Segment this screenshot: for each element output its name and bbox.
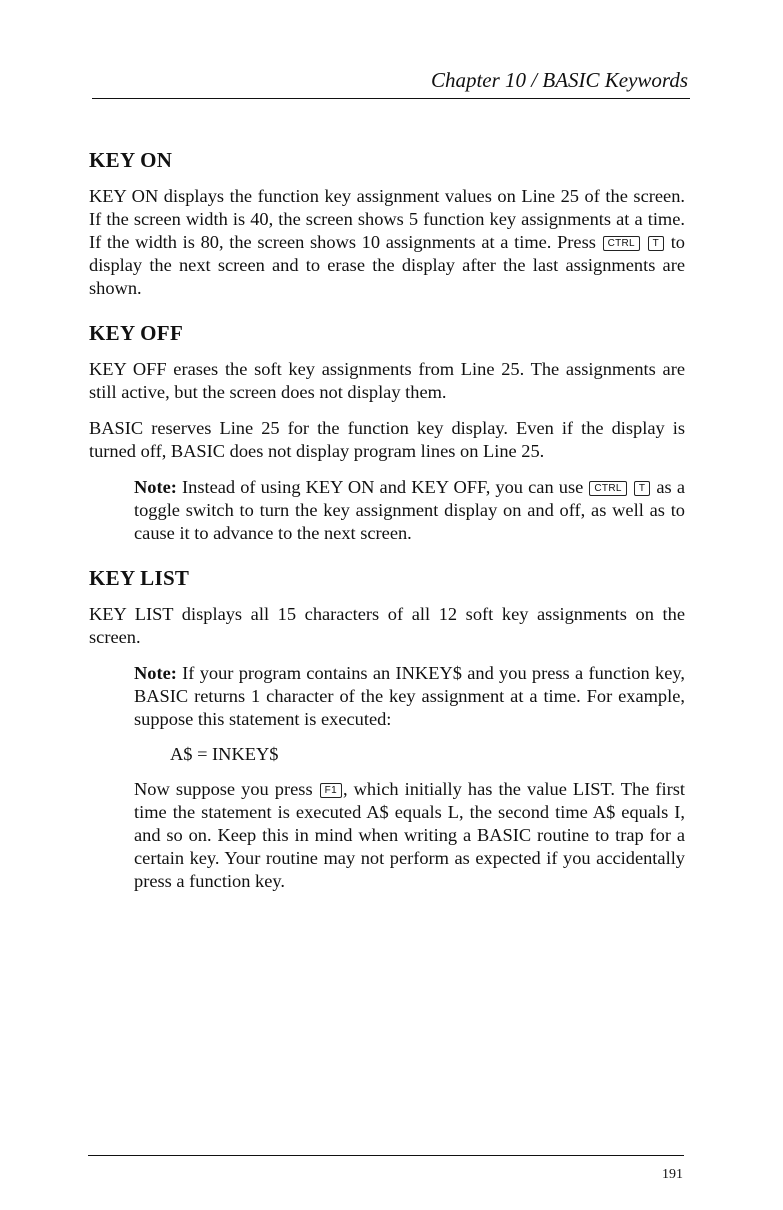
text-segment: , which initially has the value LIST. The first time the statement is executed A$ equals L, the second time A$ equals I, and so on. Keep this in mind when writing a BASIC routine to trap for a certain key. Your routine may not perform as expected if you accidentally press a function key. (134, 779, 685, 891)
page-number: 191 (662, 1167, 683, 1182)
ctrl-key-icon: CTRL (603, 236, 640, 251)
note-key-list-2 (134, 778, 685, 893)
code-example: A$ = INKEY$ (170, 744, 279, 764)
heading-key-on: KEY ON (89, 148, 173, 172)
text-segment: to display the next screen and to erase the display after the last assignments are shown. (89, 232, 685, 298)
t-key-icon: T (648, 236, 664, 251)
note-key-list-1 (134, 662, 685, 731)
section-key-list (89, 566, 685, 893)
footer-rule (88, 1155, 684, 1156)
page-header (92, 66, 690, 99)
note-key-off (134, 476, 685, 545)
chapter-title: Chapter 10 / BASIC Keywords (430, 68, 688, 92)
heading-key-list: KEY LIST (89, 566, 190, 590)
text-segment: KEY ON displays the function key assignment values on Line 25 of the screen. If the screen width is 40, the screen shows 5 function key assignments at a time. If the width is 80, the screen shows 10 assignments at a time. Press (89, 186, 685, 252)
paragraph-key-off-1: KEY OFF erases the soft key assignments from Line 25. The assignments are still active, but the screen does not display them. (89, 359, 685, 402)
heading-key-off: KEY OFF (89, 321, 184, 345)
text-segment: as a toggle switch to turn the key assignment display on and off, as well as to cause it to advance to the next screen. (134, 477, 685, 543)
section-key-on (89, 148, 685, 300)
page-content (89, 148, 685, 914)
paragraph-key-on (89, 185, 685, 300)
text-segment: If your program contains an INKEY$ and you press a function key, BASIC returns 1 character of the key assignment at a time. For example, suppose this statement is executed: (134, 663, 685, 729)
t-key-icon: T (634, 481, 650, 496)
paragraph-key-off-2: BASIC reserves Line 25 for the function key display. Even if the display is turned off, BASIC does not display program lines on Line 25. (89, 418, 685, 461)
section-key-off (89, 321, 685, 545)
note-label: Note: (134, 663, 177, 683)
f1-key-icon: F1 (320, 783, 342, 798)
paragraph-key-list: KEY LIST displays all 15 characters of all 12 soft key assignments on the screen. (89, 604, 685, 647)
text-segment: Now suppose you press (134, 779, 319, 799)
ctrl-key-icon: CTRL (589, 481, 626, 496)
note-label: Note: (134, 477, 177, 497)
text-segment: Instead of using KEY ON and KEY OFF, you can use (176, 477, 589, 497)
